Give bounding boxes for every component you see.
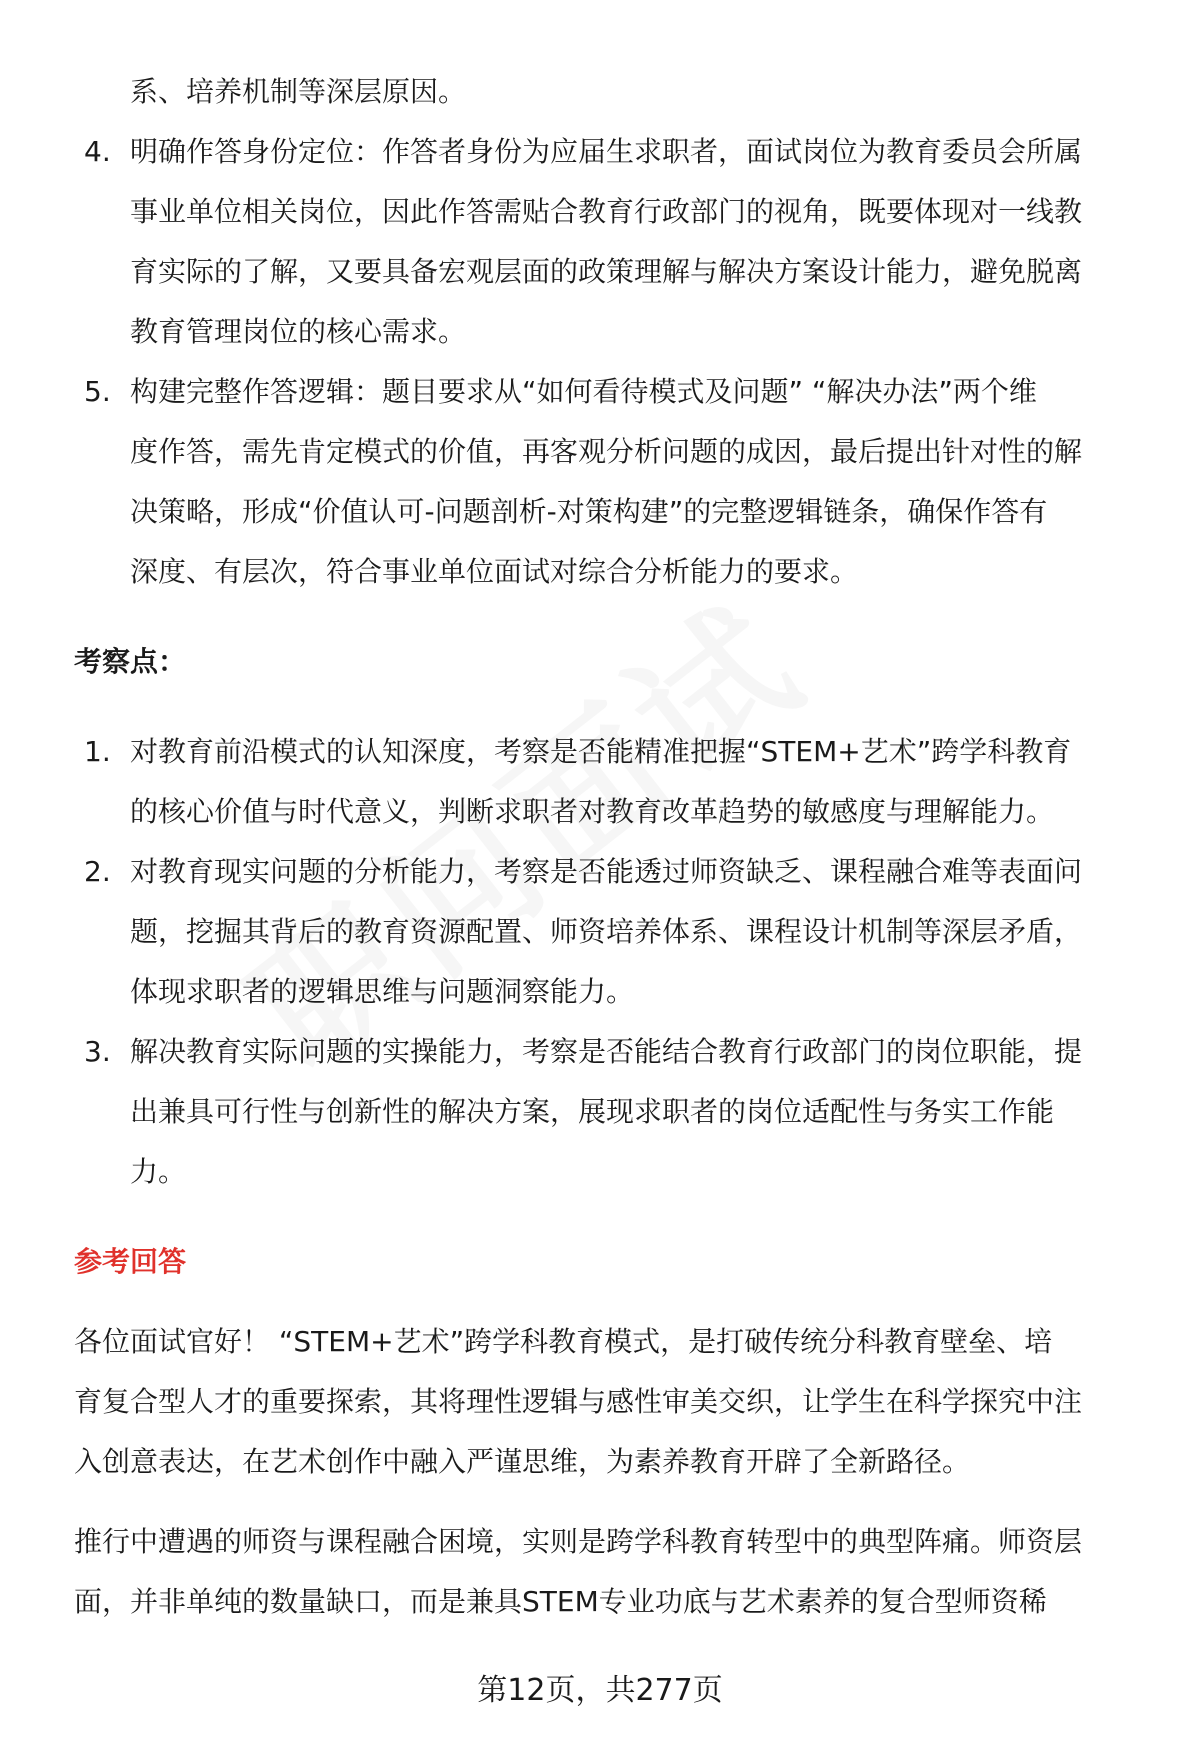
analysis-item-5 (74, 362, 1159, 602)
text-line: 体现求职者的逻辑思维与问题洞察能力。 (130, 975, 635, 1008)
text-line: 教育管理岗位的核心需求。 (130, 315, 467, 348)
list-number: 5. (84, 375, 111, 408)
text-line: 各位面试官好！ “STEM+艺术”跨学科教育模式，是打破传统分科教育壁垒、培 (74, 1325, 1053, 1358)
text-line: 度作答，需先肯定模式的价值，再客观分析问题的成因，最后提出针对性的解 (130, 435, 1083, 468)
page-number: 第12页，共277页 (477, 1673, 723, 1708)
text-line: 决策略，形成“价值认可-问题剖析-对策构建”的完整逻辑链条，确保作答有 (130, 495, 1048, 528)
exam-point-1 (74, 722, 1159, 842)
text-line: 系、培养机制等深层原因。 (130, 75, 467, 108)
text-line: 构建完整作答逻辑：题目要求从“如何看待模式及问题” “解决办法”两个维 (130, 375, 1037, 408)
document-page (74, 62, 1159, 1632)
list-number: 4. (84, 135, 111, 168)
text-line: 对教育前沿模式的认知深度，考察是否能精准把握“STEM+艺术”跨学科教育 (130, 735, 1072, 768)
section-heading-reference-answer: 参考回答 (74, 1245, 187, 1278)
text-line: 的核心价值与时代意义，判断求职者对教育改革趋势的敏感度与理解能力。 (130, 795, 1055, 828)
text-line: 事业单位相关岗位，因此作答需贴合教育行政部门的视角，既要体现对一线教 (130, 195, 1083, 228)
text-line: 对教育现实问题的分析能力，考察是否能透过师资缺乏、课程融合难等表面问 (130, 855, 1083, 888)
text-line: 面，并非单纯的数量缺口，而是兼具STEM专业功底与艺术素养的复合型师资稀 (74, 1585, 1047, 1618)
answer-paragraph-2 (74, 1512, 1159, 1632)
section-heading-exam-points: 考察点： (74, 645, 187, 678)
text-line: 推行中遭遇的师资与课程融合困境，实则是跨学科教育转型中的典型阵痛。师资层 (74, 1525, 1083, 1558)
exam-point-2 (74, 842, 1159, 1022)
text-line: 育复合型人才的重要探索，其将理性逻辑与感性审美交织，让学生在科学探究中注 (74, 1385, 1083, 1418)
list-number: 3. (84, 1035, 111, 1068)
text-line: 入创意表达，在艺术创作中融入严谨思维，为素养教育开辟了全新路径。 (74, 1445, 971, 1478)
text-line: 力。 (130, 1155, 187, 1188)
exam-point-3 (74, 1022, 1159, 1202)
text-line: 出兼具可行性与创新性的解决方案，展现求职者的岗位适配性与务实工作能 (130, 1095, 1055, 1128)
list-item-continued (74, 62, 1159, 122)
answer-paragraph-1 (74, 1312, 1159, 1492)
text-line: 明确作答身份定位：作答者身份为应届生求职者，面试岗位为教育委员会所属 (130, 135, 1083, 168)
text-line: 育实际的了解，又要具备宏观层面的政策理解与解决方案设计能力，避免脱离 (130, 255, 1083, 288)
analysis-item-4 (74, 122, 1159, 362)
list-number: 1. (84, 735, 111, 768)
list-number: 2. (84, 855, 111, 888)
text-line: 深度、有层次，符合事业单位面试对综合分析能力的要求。 (130, 555, 859, 588)
text-line: 解决教育实际问题的实操能力，考察是否能结合教育行政部门的岗位职能，提 (130, 1035, 1083, 1068)
text-line: 题，挖掘其背后的教育资源配置、师资培养体系、课程设计机制等深层矛盾， (130, 915, 1083, 948)
